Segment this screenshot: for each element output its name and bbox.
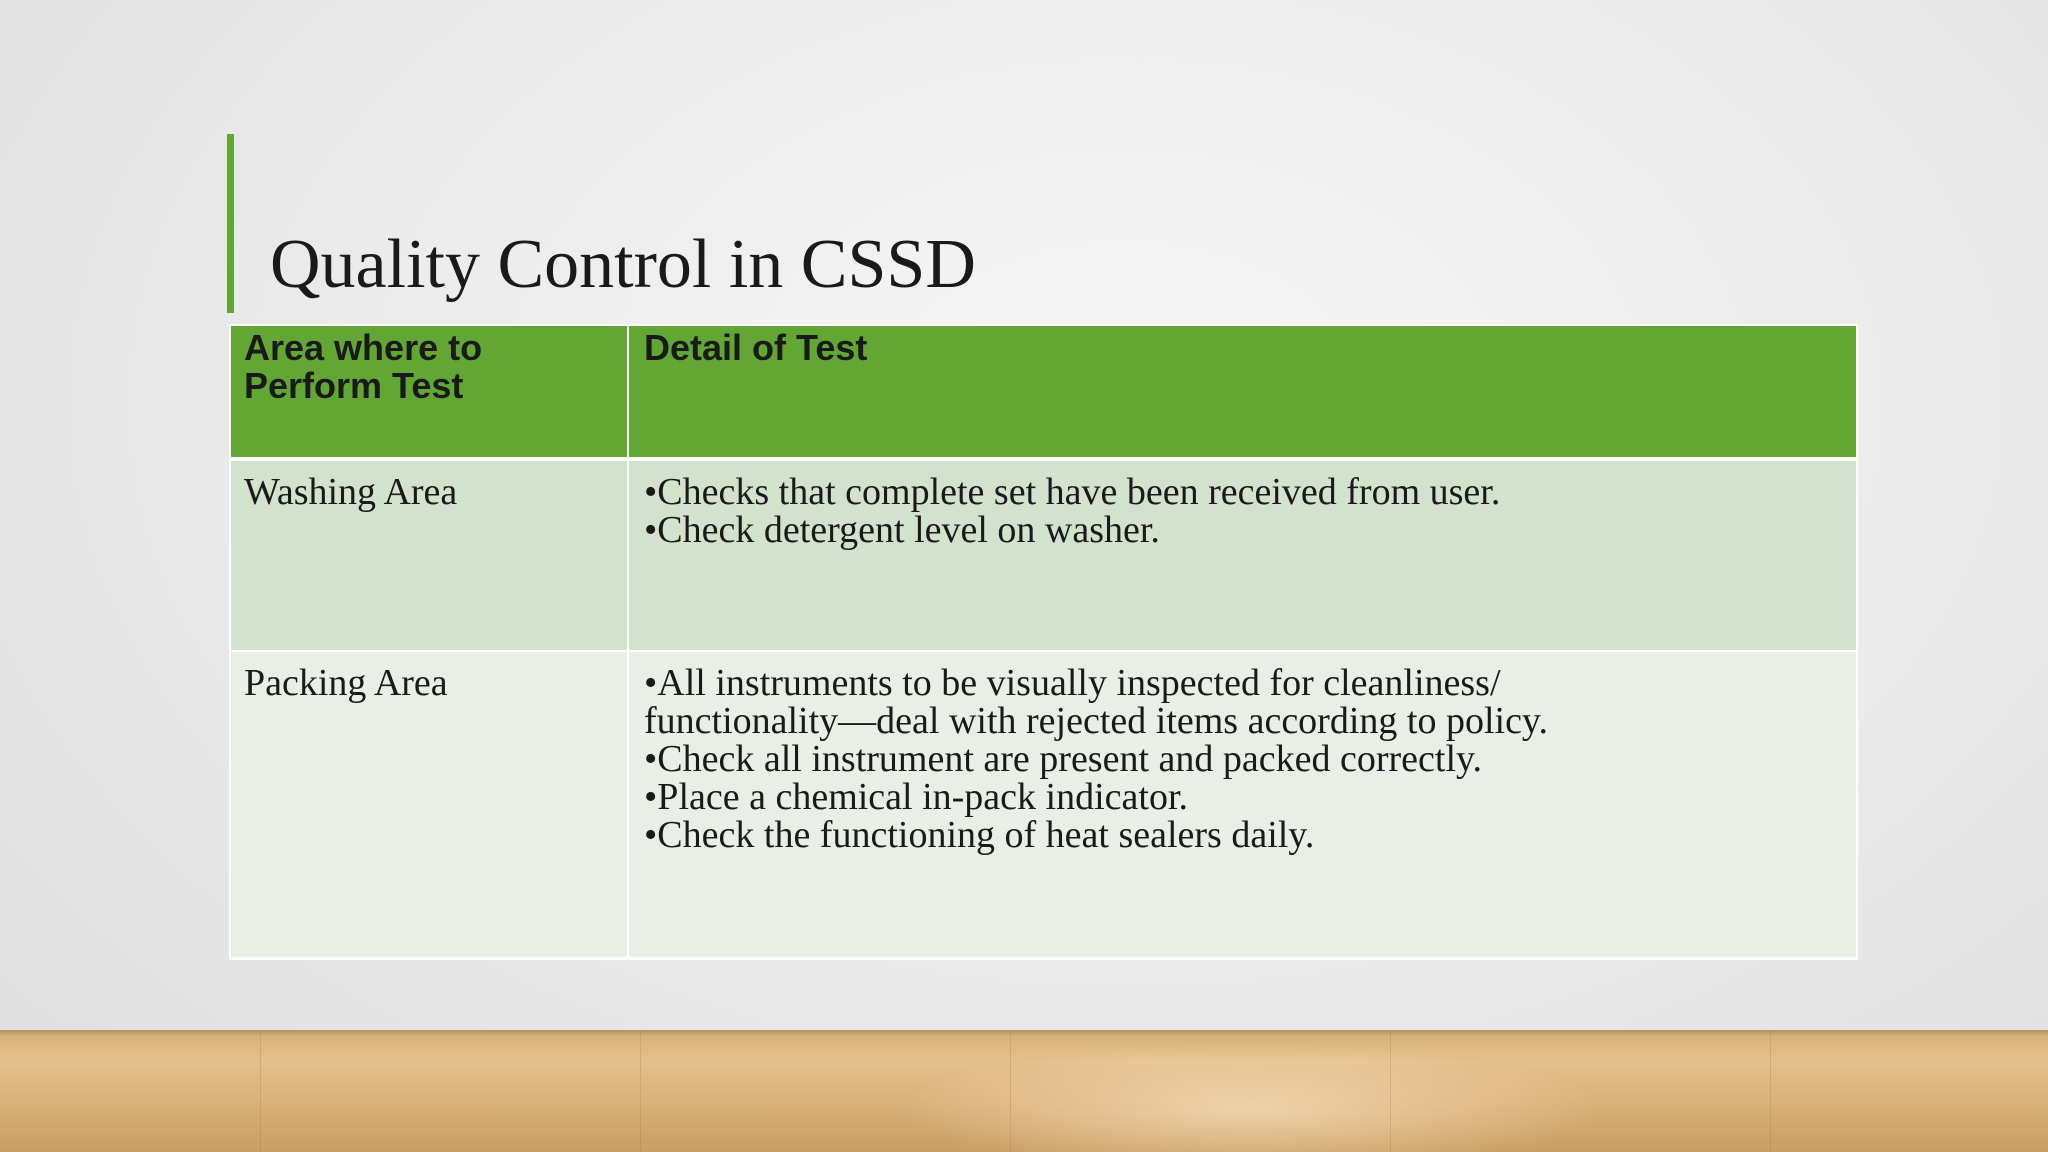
floor-plank-seam [640, 1030, 641, 1152]
floor-light-glow [900, 1040, 1600, 1152]
slide-title: Quality Control in CSSD [270, 226, 976, 303]
table-header-row [229, 324, 1858, 459]
detail-line: •Check the functioning of heat sealers daily. [644, 814, 1315, 856]
quality-control-table [229, 324, 1858, 960]
area-cell: Packing Area [229, 651, 628, 959]
table-row [229, 651, 1858, 959]
detail-line: •All instruments to be visually inspected for cleanliness/ [644, 662, 1501, 704]
detail-line: functionality—deal with rejected items according to policy. [644, 700, 1548, 742]
detail-line: •Place a chemical in-pack indicator. [644, 776, 1189, 818]
area-cell: Washing Area [229, 459, 628, 651]
floor-plank-seam [260, 1030, 261, 1152]
title-accent-bar [227, 134, 234, 313]
detail-line: •Check detergent level on washer. [644, 509, 1160, 551]
header-detail: Detail of Test [628, 324, 1858, 459]
detail-line: •Checks that complete set have been received from user. [644, 471, 1501, 513]
header-area: Area where to Perform Test [229, 324, 628, 459]
detail-line: •Check all instrument are present and packed correctly. [644, 738, 1483, 780]
floor-plank-seam [1770, 1030, 1771, 1152]
table-row [229, 459, 1858, 651]
wood-floor-background [0, 1030, 2048, 1152]
detail-cell [628, 459, 1858, 651]
detail-cell [628, 651, 1858, 959]
floor-plank-seam [1010, 1030, 1011, 1152]
floor-plank-seam [1390, 1030, 1391, 1152]
